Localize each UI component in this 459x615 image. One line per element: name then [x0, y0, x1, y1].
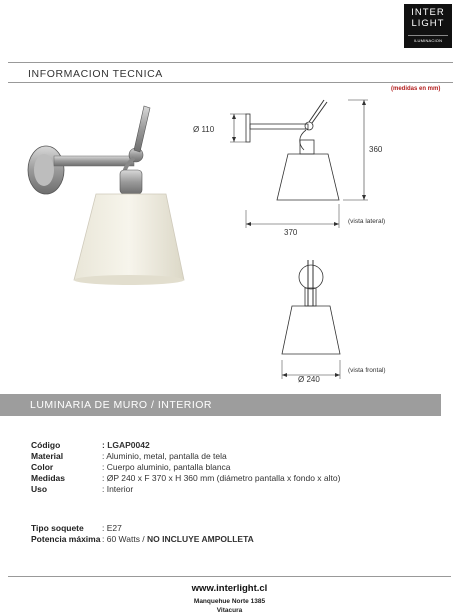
label-lateral-view: (vista lateral) — [348, 218, 386, 225]
logo-line-1: INTER — [411, 7, 445, 18]
spec-value: : Aluminio, metal, pantalla de tela — [102, 451, 227, 461]
spec-key: Código — [31, 440, 61, 450]
dim-height: 360 — [369, 145, 383, 154]
socket-value: : E27 — [102, 523, 122, 533]
interlight-logo — [404, 4, 452, 48]
dim-diameter-top: Ø 110 — [193, 125, 215, 134]
spec-key: Material — [31, 451, 64, 461]
spec-value: : Cuerpo aluminio, pantalla blanca — [102, 462, 231, 472]
spec-value: : LGAP0042 — [102, 440, 150, 450]
units-note: (medidas en mm) — [391, 86, 441, 92]
power-note: NO INCLUYE AMPOLLETA — [147, 534, 254, 544]
dim-diameter-shade: Ø 240 — [298, 375, 320, 384]
footer-address — [0, 597, 459, 615]
socket-key: Tipo soquete — [31, 523, 84, 533]
power-key: Potencia máxima — [31, 534, 101, 544]
logo-line-3: ILUMINACION — [408, 35, 448, 43]
product-photo — [16, 100, 216, 300]
dim-width: 370 — [284, 228, 298, 237]
technical-drawing — [188, 92, 458, 392]
logo-line-2: LIGHT — [411, 18, 445, 29]
section-title: INFORMACION TECNICA — [28, 68, 163, 80]
power-value: : 60 Watts / — [102, 534, 148, 544]
address-line-1: Manquehue Norte 1385 — [193, 598, 266, 605]
header-rule-top — [8, 62, 453, 63]
spec-key: Color — [31, 462, 54, 472]
website-link[interactable]: www.interlight.cl — [191, 583, 268, 594]
power-value-wrap — [102, 534, 254, 545]
header-rule-bottom — [8, 82, 453, 83]
category-title: LUMINARIA DE MURO / INTERIOR — [30, 399, 213, 411]
category-band — [0, 394, 441, 416]
footer-rule — [8, 576, 451, 577]
label-frontal-view: (vista frontal) — [348, 367, 386, 374]
spec-key: Uso — [31, 484, 48, 494]
spec-value: : Interior — [102, 484, 134, 494]
spec-key: Medidas — [31, 473, 66, 483]
spec-value: : ØP 240 x F 370 x H 360 mm (diámetro pantalla x fondo x alto) — [102, 473, 341, 483]
address-line-2: Vitacura — [216, 607, 243, 614]
